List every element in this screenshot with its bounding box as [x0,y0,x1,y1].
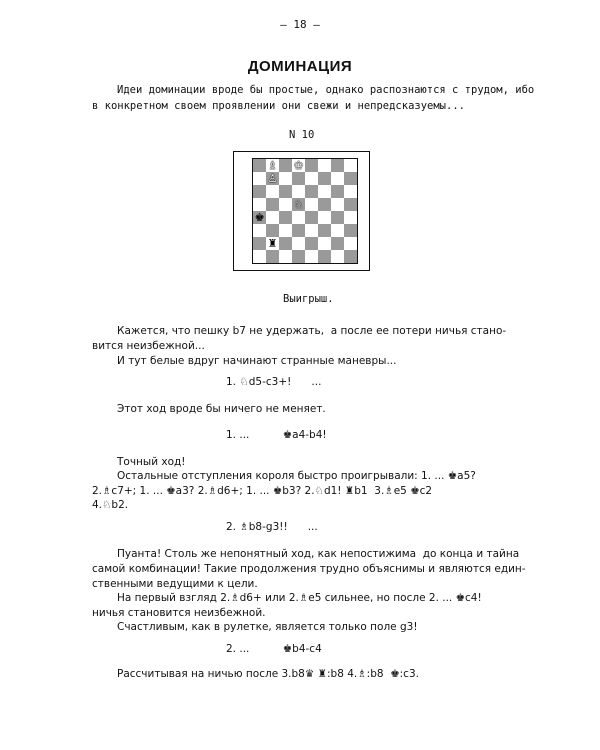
square-c2 [279,237,292,250]
page-title: ДОМИНАЦИЯ [247,58,353,75]
para4-line5: ничья становится неизбежной. [92,607,266,619]
square-e7 [305,172,318,185]
square-h2 [344,237,357,250]
square-d5 [292,198,305,211]
square-a3 [253,224,266,237]
square-a8 [253,159,266,172]
diagram-label: N 10 [289,129,315,141]
square-d7 [292,172,305,185]
square-g2 [331,237,344,250]
page-number: – 18 – [280,18,320,31]
square-c5 [279,198,292,211]
para3-line3: 2.♗c7+; 1. ... ♚a3? 2.♗d6+; 1. ... ♚b3? 2.♘d1! ♜b1 3.♗e5 ♚c2 [92,485,433,497]
piece-b8: ♗ [267,159,278,172]
piece-b7: ♙ [267,172,278,185]
piece-d8: ♔ [293,159,304,172]
square-b1 [266,250,279,263]
square-e5 [305,198,318,211]
square-b3 [266,224,279,237]
square-h8 [344,159,357,172]
square-b6 [266,185,279,198]
square-f8 [318,159,331,172]
para2: Этот ход вроде бы ничего не меняет. [117,403,326,415]
para3-line1: Точный ход! [117,456,186,468]
diagram-frame [233,151,370,271]
square-f2 [318,237,331,250]
move-1-white: 1. ♘d5-c3+! ... [226,376,322,388]
square-f7 [318,172,331,185]
square-g1 [331,250,344,263]
square-c6 [279,185,292,198]
square-h7 [344,172,357,185]
square-h3 [344,224,357,237]
square-f5 [318,198,331,211]
chess-board [252,158,358,264]
square-g6 [331,185,344,198]
square-h4 [344,211,357,224]
intro-line-1: Идеи доминации вроде бы простые, однако распознаются с трудом, ибо [117,84,535,96]
square-e4 [305,211,318,224]
para3-line2: Остальные отступления короля быстро проигрывали: 1. ... ♚a5? [117,470,476,482]
para1-line1: Кажется, что пешку b7 не удержать, а после ее потери ничья стано- [117,325,507,337]
square-d8 [292,159,305,172]
square-b5 [266,198,279,211]
square-g3 [331,224,344,237]
square-g4 [331,211,344,224]
para4-line4: На первый взгляд 2.♗d6+ или 2.♗e5 сильнее, но после 2. ... ♚c4! [117,592,482,604]
move-2-white: 2. ♗b8-g3!! ... [226,521,318,533]
square-c3 [279,224,292,237]
square-g5 [331,198,344,211]
para1-line2: вится неизбежной... [92,340,205,352]
square-a7 [253,172,266,185]
square-e1 [305,250,318,263]
para4-line2: самой комбинации! Такие продолжения трудно объяснимы и являются един- [92,563,526,575]
square-d3 [292,224,305,237]
square-e3 [305,224,318,237]
square-h1 [344,250,357,263]
square-g8 [331,159,344,172]
para4-line1: Пуанта! Столь же непонятный ход, как непостижима до конца и тайна [117,548,520,560]
square-e6 [305,185,318,198]
para4-line6: Счастливым, как в рулетке, является только поле g3! [117,621,418,633]
square-g7 [331,172,344,185]
piece-d5: ♘ [293,198,304,211]
square-d6 [292,185,305,198]
para5: Рассчитывая на ничью после 3.b8♛ ♜:b8 4.♗:b8 ♚:c3. [117,668,419,680]
square-a6 [253,185,266,198]
square-a4 [253,211,266,224]
square-c1 [279,250,292,263]
intro-line-2: в конкретном своем проявлении они свежи и непредсказуемы... [92,100,465,112]
square-d4 [292,211,305,224]
move-2-black: 2. ... ♚b4-c4 [226,643,322,655]
square-h6 [344,185,357,198]
square-b8 [266,159,279,172]
square-h5 [344,198,357,211]
square-c7 [279,172,292,185]
square-e8 [305,159,318,172]
move-1-black: 1. ... ♚a4-b4! [226,429,327,441]
square-f4 [318,211,331,224]
para1-line3: И тут белые вдруг начинают странные маневры... [117,355,397,367]
square-a5 [253,198,266,211]
square-f1 [318,250,331,263]
square-d2 [292,237,305,250]
piece-b2: ♜ [267,237,278,250]
piece-a4: ♚ [254,211,265,224]
square-e2 [305,237,318,250]
square-a1 [253,250,266,263]
square-b2 [266,237,279,250]
square-b7 [266,172,279,185]
square-a2 [253,237,266,250]
diagram-result: Выигрыш. [283,293,334,305]
para4-line3: ственными ведущими к цели. [92,578,258,590]
para3-line4: 4.♘b2. [92,499,129,511]
square-d1 [292,250,305,263]
square-b4 [266,211,279,224]
square-f3 [318,224,331,237]
square-c4 [279,211,292,224]
square-f6 [318,185,331,198]
square-c8 [279,159,292,172]
